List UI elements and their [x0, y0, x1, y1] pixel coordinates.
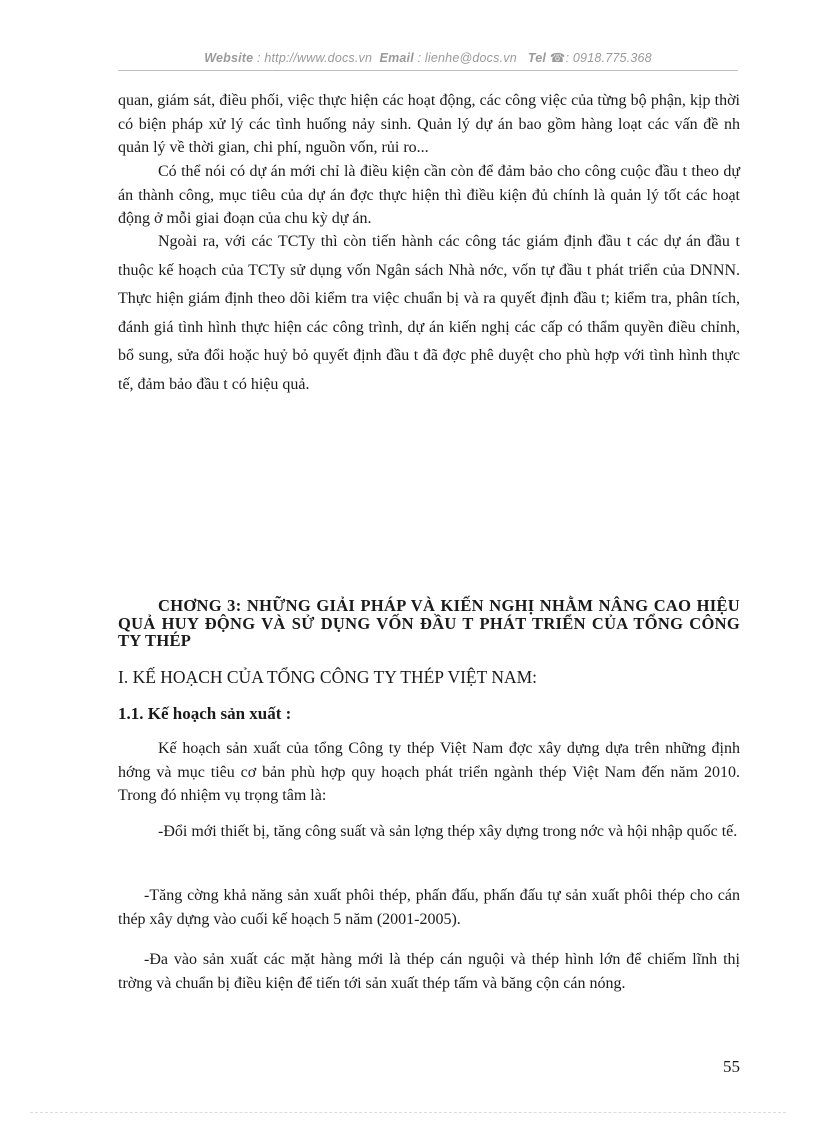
chapter-title: CHƠNG 3: NHỮNG GIẢI PHÁP VÀ KIẾN NGHỊ NHẰM NÂNG CAO HIỆU QUẢ HUY ĐỘNG VÀ SỬ DỤNG VỐN ĐẦU T PHÁT TRIỂN CỦA TỔNG CÔNG TY THÉP — [118, 596, 740, 650]
section-paragraph-4: -Đa vào sản xuất các mặt hàng mới là thép cán nguội và thép hình lớn để chiếm lĩnh thị trờng và chuẩn bị điều kiện để tiến tới sản xuất thép tấm và băng cộn cán nóng. — [118, 951, 740, 992]
phone-icon: ☎ — [549, 51, 566, 65]
website-value: : http://www.docs.vn — [257, 51, 373, 65]
email-value: : lienhe@docs.vn — [417, 51, 517, 65]
footer-divider — [30, 1112, 786, 1113]
section-paragraph-2: -Đổi mới thiết bị, tăng công suất và sản lợng thép xây dựng trong nớc và hội nhập quốc tế. — [158, 823, 738, 840]
page-header — [118, 50, 738, 65]
tel-label: Tel — [527, 51, 547, 65]
header-divider — [118, 70, 738, 71]
paragraph-3: Ngoài ra, với các TCTy thì còn tiến hành các công tác giám định đầu t các dự án đầu t thuộc kế hoạch của TCTy sử dụng vốn Ngân sách Nhà nớc, vốn tự đầu t phát triển của DNNN. Thực hiện giám định theo dõi kiểm tra việc chuẩn bị và ra quyết định đầu t; kiểm tra, phân tích, đánh giá tình hình thực hiện các công trình, dự án kiến nghị các cấp có thẩm quyền điều chỉnh, bổ sung, sửa đổi hoặc huỷ bỏ quyết định đầu t đã đợc phê duyệt cho phù hợp với tình hình thực tế, đảm bảo đầu t có hiệu quả. — [118, 233, 740, 393]
paragraph-1: quan, giám sát, điều phối, việc thực hiện các hoạt động, các công việc của từng bộ phận, kịp thời có biện pháp xử lý các tình huống nảy sinh. Quản lý dự án bao gồm hàng loạt các vấn đề nh quản lý về thời gian, chi phí, nguồn vốn, rủi ro... — [118, 92, 740, 156]
tel-value: : 0918.775.368 — [565, 51, 652, 65]
page-number: 55 — [723, 1057, 740, 1076]
section-title: I. KẾ HOẠCH CỦA TỔNG CÔNG TY THÉP VIỆT NAM: — [118, 667, 538, 687]
section-paragraph-1: Kế hoạch sản xuất của tổng Công ty thép Việt Nam đợc xây dựng dựa trên những định hớng và mục tiêu cơ bản phù hợp quy hoạch phát triển ngành thép Việt Nam đến năm 2010. Trong đó nhiệm vụ trọng tâm là: — [118, 740, 740, 804]
subsection-title: 1.1. Kế hoạch sản xuất : — [118, 704, 292, 723]
section-paragraph-3: -Tăng cờng khả năng sản xuất phôi thép, phấn đấu, phấn đấu tự sản xuất phôi thép cho cán thép xây dựng vào cuối kế hoạch 5 năm (2001-2005). — [118, 887, 740, 928]
email-label: Email — [379, 51, 414, 65]
website-label: Website — [204, 51, 254, 65]
paragraph-2: Có thể nói có dự án mới chỉ là điều kiện cần còn để đảm bảo cho công cuộc đầu t theo dự án thành công, mục tiêu của dự án đợc thực hiện thì điều kiện đủ chính là quản lý tốt các hoạt động ở mỗi giai đoạn của chu kỳ dự án. — [118, 163, 740, 227]
